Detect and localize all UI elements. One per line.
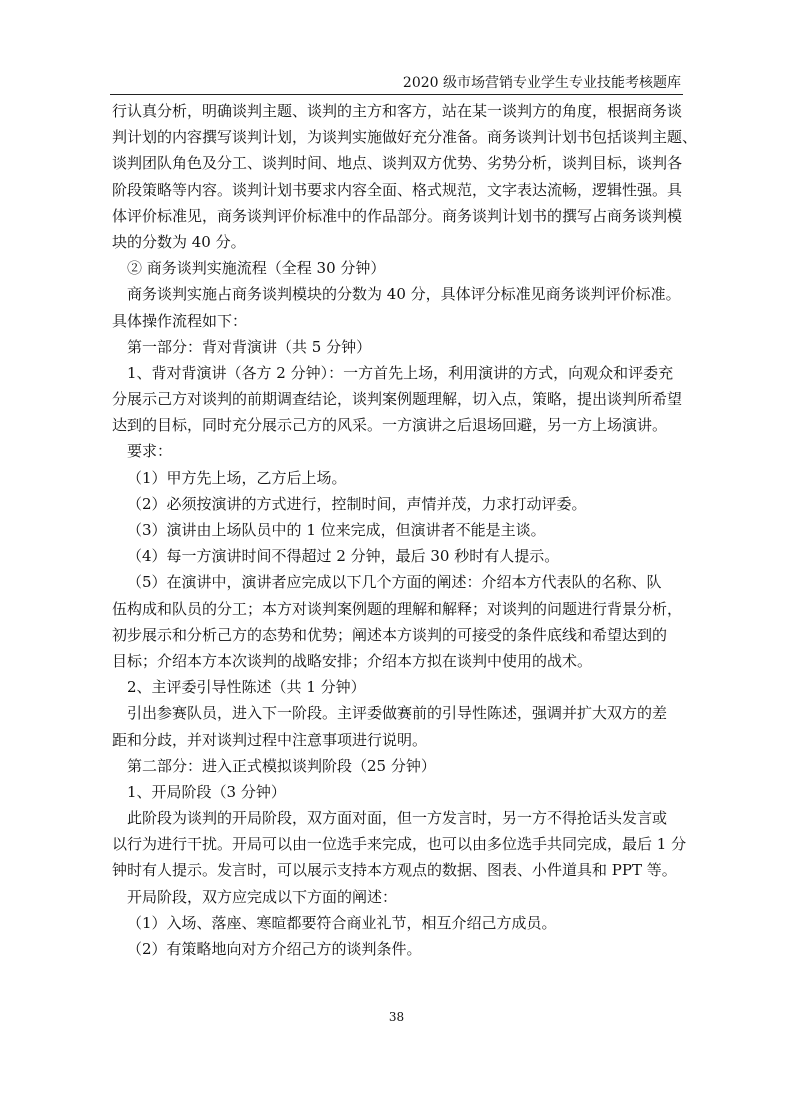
text-line: 1、开局阶段（3 分钟） [127,782,286,801]
text-line: （2）有策略地向对方介绍己方的谈判条件。 [127,940,422,958]
text-line: （5）在演讲中，演讲者应完成以下几个方面的阐述：介绍本方代表队的名称、队 [127,573,662,592]
text-line: 达到的目标，同时充分展示己方的风采。一方演讲之后退场回避，另一方上场演讲。 [112,416,668,435]
text-line: 第二部分：进入正式模拟谈判阶段（25 分钟） [127,756,436,775]
text-line: 此阶段为谈判的开局阶段，双方面对面，但一方发言时，另一方不得抢话头发言或 [127,809,668,828]
text-line: 行认真分析，明确谈判主题、谈判的主方和客方，站在某一谈判方的角度，根据商务谈 [112,102,683,120]
text-line: （3）演讲由上场队员中的 1 位来完成，但演讲者不能是主谈。 [127,521,546,539]
text-line: 伍构成和队员的分工；本方对谈判案例题的理解和解释；对谈判的问题进行背景分析， [112,599,683,618]
text-line: （4）每一方演讲时间不得超过 2 分钟，最后 30 秒时有人提示。 [127,547,560,566]
text-line: （1）入场、落座、寒暄都要符合商业礼节，相互介绍己方成员。 [127,913,557,932]
text-line: 2、主评委引导性陈述（共 1 分钟） [127,678,366,697]
text-line: 开局阶段，双方应完成以下方面的阐述： [127,887,398,906]
text-line: 第一部分：背对背演讲（共 5 分钟） [127,337,372,356]
text-line: 1、背对背演讲（各方 2 分钟）：一方首先上场，利用演讲的方式，向观众和评委充 [127,363,674,382]
text-line: ② 商务谈判实施流程（全程 30 分钟） [127,259,386,278]
text-line: 要求： [127,442,173,461]
text-line: 具体操作流程如下： [112,311,248,330]
text-line: 目标；介绍本方本次谈判的战略安排；介绍本方拟在谈判中使用的战术。 [112,651,593,670]
header-divider [110,94,683,95]
text-line: 商务谈判实施占商务谈判模块的分数为 40 分，具体评分标准见商务谈判评价标准。 [127,285,681,304]
page-number: 38 [388,1010,405,1024]
text-line: 分展示己方对谈判的前期调查结论，谈判案例题理解，切入点，策略，提出谈判所希望 [112,390,683,409]
text-line: 体评价标准见，商务谈判评价标准中的作品部分。商务谈判计划书的撰写占商务谈判模 [112,206,683,225]
text-line: （2）必须按演讲的方式进行，控制时间，声情并茂，力求打动评委。 [127,494,587,513]
text-line: 钟时有人提示。发言时，可以展示支持本方观点的数据、图表、小件道具和 PPT 等。 [112,861,677,880]
text-line: 块的分数为 40 分。 [112,232,246,251]
text-line: 谈判团队角色及分工、谈判时间、地点、谈判双方优势、劣势分析，谈判目标，谈判各 [112,154,683,173]
text-line: 判计划的内容撰写谈判计划，为谈判实施做好充分准备。商务谈判计划书包括谈判主题、 [112,128,698,147]
text-line: 距和分歧，并对谈判过程中注意事项进行说明。 [112,730,428,749]
text-line: 阶段策略等内容。谈判计划书要求内容全面、格式规范，文字表达流畅，逻辑性强。具 [112,180,683,199]
text-line: 以行为进行干扰。开局可以由一位选手来完成，也可以由多位选手共同完成，最后 1 分 [112,835,687,854]
document-body [112,98,701,962]
text-line: 初步展示和分析己方的态势和优势；阐述本方谈判的可接受的条件底线和希望达到的 [112,625,668,644]
header-title: 2020 级市场营销专业学生专业技能考核题库 [402,75,681,91]
text-line: 引出参赛队员，进入下一阶段。主评委做赛前的引导性陈述，强调并扩大双方的差 [127,704,668,723]
text-line: （1）甲方先上场，乙方后上场。 [127,468,347,487]
page-header [0,0,793,96]
